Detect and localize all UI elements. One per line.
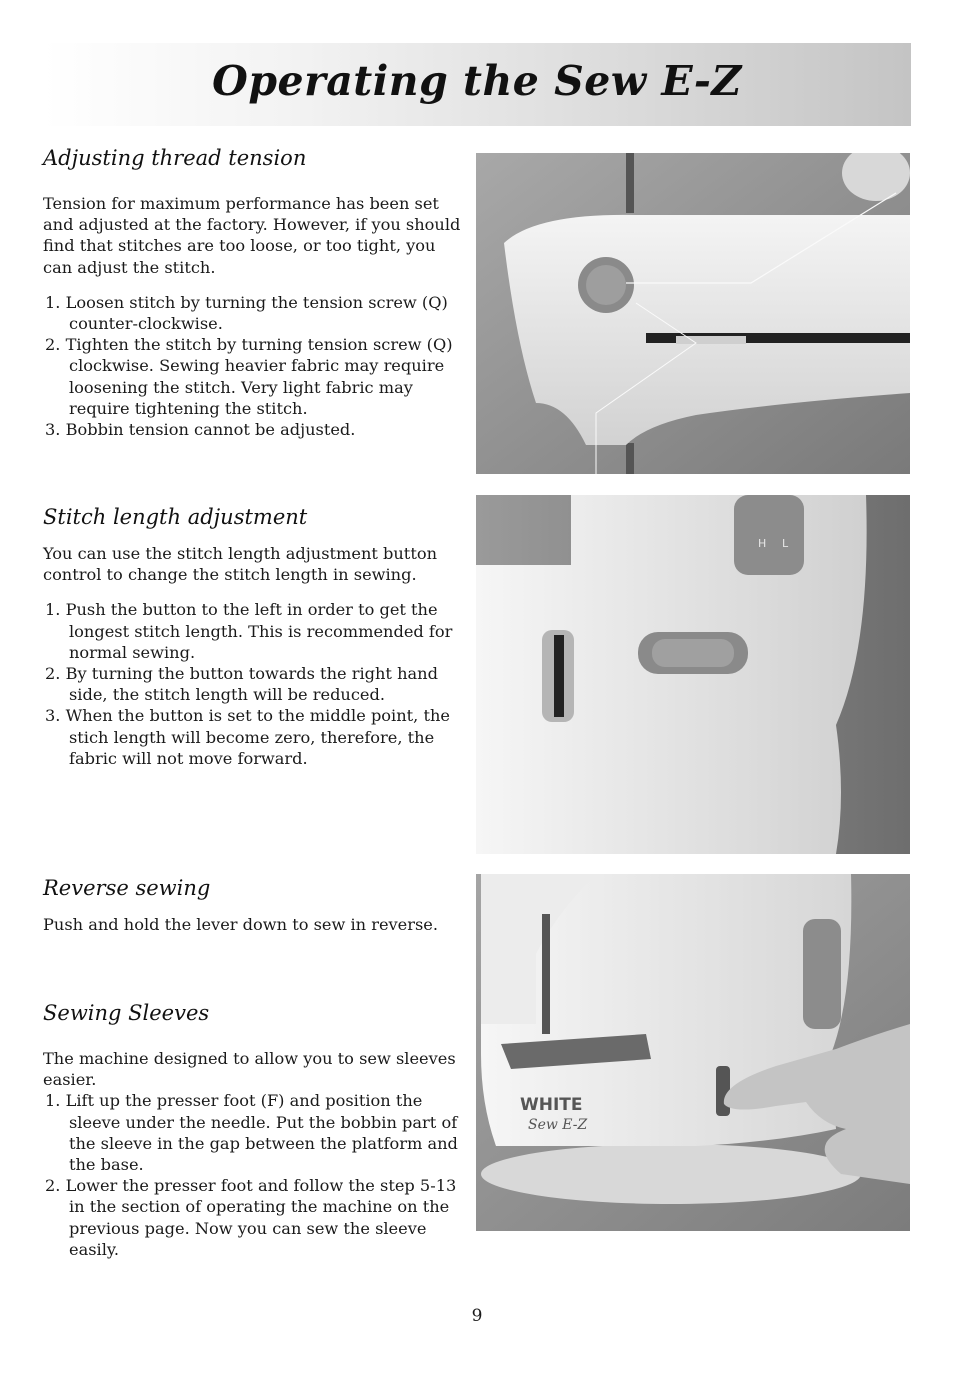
section-sewing-sleeves — [43, 1001, 461, 1260]
page-number: 9 — [471, 1306, 483, 1326]
section-intro: You can use the stitch length adjustment button control to change the stitch length in sewing. — [43, 544, 437, 585]
step-item: 1. Push the button to the left in order to get the longest stitch length. This is recommended for normal sewing. — [45, 600, 453, 662]
step-list — [43, 1090, 461, 1260]
tension-knob-icon — [578, 257, 634, 313]
page-title: Operating the Sew E-Z — [212, 57, 742, 105]
step-item: 3. When the button is set to the middle point, the stich length will become zero, therefore, the fabric will not move forward. — [45, 706, 450, 768]
section-intro: The machine designed to allow you to sew sleeves easier. — [43, 1049, 456, 1090]
step-item: 2. By turning the button towards the right hand side, the stitch length will be reduced. — [45, 664, 438, 705]
title-banner — [43, 43, 911, 126]
photo-stitch-length — [476, 495, 910, 854]
brand-model: Sew E-Z — [528, 1117, 588, 1133]
step-list — [43, 292, 461, 440]
section-intro: Push and hold the lever down to sew in reverse. — [43, 915, 439, 934]
section-heading: Sewing Sleeves — [43, 1001, 210, 1025]
section-heading: Adjusting thread tension — [43, 146, 307, 170]
brand-name: WHITE — [520, 1095, 583, 1115]
section-heading: Reverse sewing — [43, 876, 211, 900]
step-item: 2. Lower the presser foot and follow the step 5-13 in the section of operating the machine on the previous page. Now you can sew the sleeve easily. — [45, 1176, 457, 1259]
photo-tension-knob — [476, 153, 910, 474]
step-item: 1. Lift up the presser foot (F) and position the sleeve under the needle. Put the bobbin part of the sleeve in the gap between the platform and the base. — [45, 1091, 458, 1175]
step-item: 3. Bobbin tension cannot be adjusted. — [45, 420, 356, 440]
section-stitch-length — [43, 505, 461, 769]
section-heading: Stitch length adjustment — [43, 505, 308, 529]
section-intro: Tension for maximum performance has been set and adjusted at the factory. However, if you should find that stitches are too loose, or too tight, you can adjust the stitch. — [43, 194, 461, 277]
stitch-button-label-h: H — [758, 537, 767, 550]
stitch-button-label-l: L — [782, 537, 789, 550]
section-thread-tension — [43, 146, 461, 440]
step-item: 2. Tighten the stitch by turning tension screw (Q) clockwise. Sewing heavier fabric may require loosening the stitch. Very light fabric may require tightening the stitch. — [45, 335, 453, 418]
photo-reverse-lever — [476, 874, 910, 1231]
step-list — [43, 599, 461, 769]
section-reverse-sewing — [43, 876, 461, 935]
step-item: 1. Loosen stitch by turning the tension screw (Q) counter-clockwise. — [45, 292, 448, 334]
